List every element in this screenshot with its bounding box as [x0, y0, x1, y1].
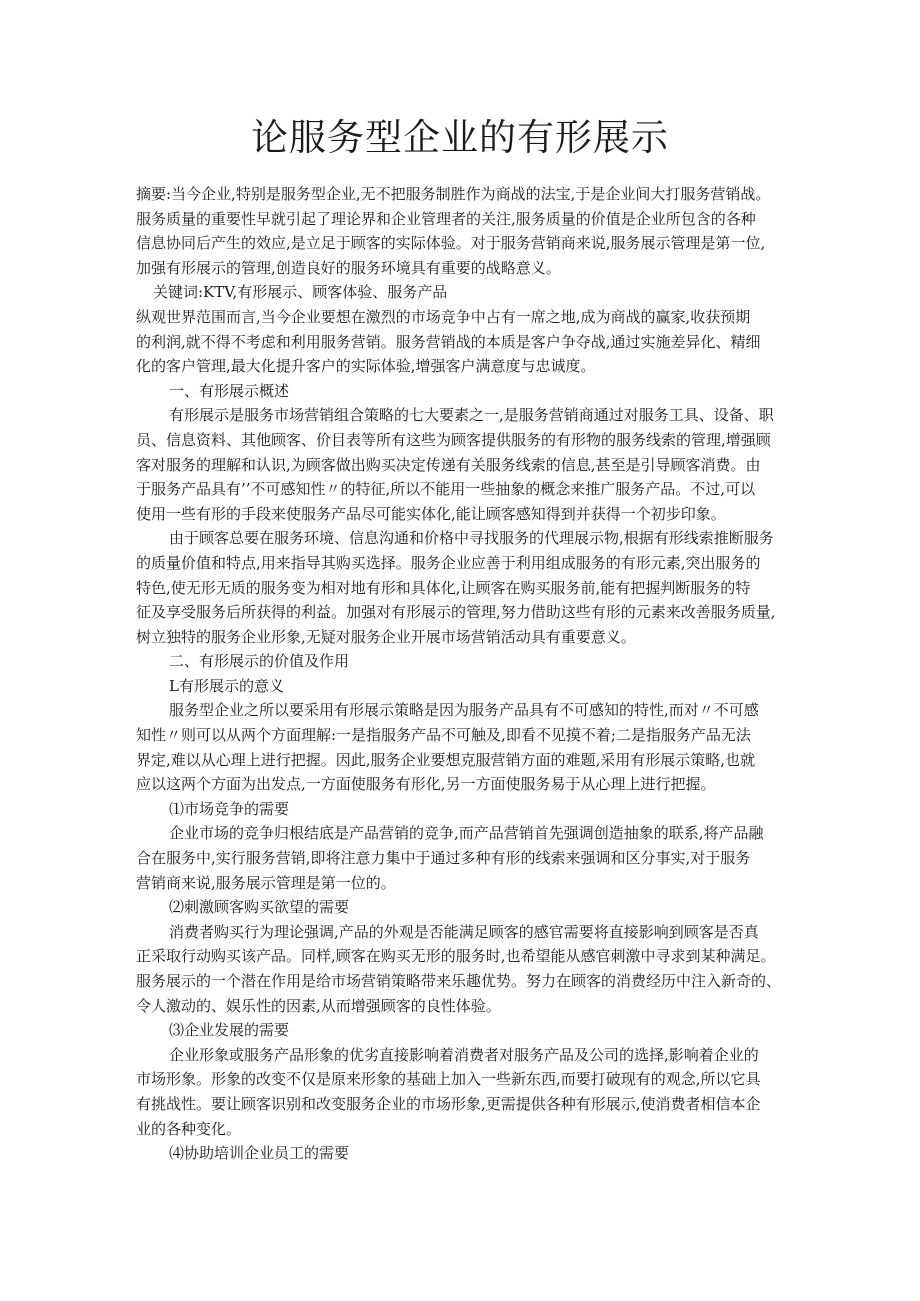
text-line: L有形展示的意义 — [169, 676, 284, 695]
text-line: 的利润,就不得不考虑和利用服务营销。服务营销战的本质是客户争夺战,通过实施差异化、精细 — [136, 332, 761, 351]
text-line: 知性〃则可以从两个方面理解:一是指服务产品不可触及,即看不见摸不着;二是指服务产品无法 — [136, 726, 751, 745]
text-line: 应以这两个方面为出发点,一方面使服务有形化,另一方面使服务易于从心理上进行把握。 — [136, 775, 716, 794]
text-line: 服务展示的一个潜在作用是给市场营销策略带来乐趣优势。努力在顾客的消费经历中注入新奇的、 — [136, 972, 782, 990]
text-line: ⑴市场竞争的需要 — [169, 799, 290, 818]
text-line: 有形展示是服务市场营销组合策略的七大要素之一,是服务营销商通过对服务工具、设备、职 — [169, 406, 774, 425]
text-line: 企业形象或服务产品形象的优劣直接影响着消费者对服务产品及公司的选择,影响着企业的 — [169, 1045, 759, 1064]
text-line: 员、信息资料、其他顾客、价目表等所有这些为顾客提供服务的有形物的服务线索的管理,增强顾 — [136, 430, 771, 449]
document-body — [136, 182, 796, 1166]
text-line: 服务型企业之所以要采用有形展示策略是因为服务产品具有不可感知的特性,而对〃不可感 — [169, 701, 759, 720]
text-line: 二、有形展示的价值及作用 — [169, 652, 350, 671]
text-line: 合在服务中,实行服务营销,即将注意力集中于通过多种有形的线索来强调和区分事实,对于服务 — [136, 849, 751, 868]
text-line: 纵观世界范围而言,当今企业要想在激烈的市场竞争中占有一席之地,成为商战的赢家,收获预期 — [136, 307, 751, 326]
text-line: 使用一些有形的手段来使服务产品尽可能实体化,能让顾客感知得到并获得一个初步印象。 — [136, 504, 726, 523]
text-line: 营销商来说,服务展示管理是第一位的。 — [136, 873, 396, 892]
document-title: 论服务型企业的有形展示 — [251, 116, 669, 159]
text-line: 关键词:KTV,有形展示、顾客体验、服务产品 — [153, 283, 448, 302]
text-line: 树立独特的服务企业形象,无疑对服务企业开展市场营销活动具有重要意义。 — [136, 627, 636, 646]
text-line: 一、有形展示概述 — [169, 381, 290, 400]
text-line: 征及享受服务后所获得的利益。加强对有形展示的管理,努力借助这些有形的元素来改善服务质量, — [136, 603, 776, 622]
text-line: 于服务产品具有’’不可感知性〃的特征,所以不能用一些抽象的概念来推广服务产品。不过,可以 — [136, 480, 756, 499]
text-line: 消费者购买行为理论强调,产品的外观是否能满足顾客的感官需要将直接影响到顾客是否真 — [169, 922, 759, 941]
text-line: ⑷协助培训企业员工的需要 — [169, 1144, 350, 1163]
text-line: 客对服务的理解和认识,为顾客做出购买决定传递有关服务线索的信息,甚至是引导顾客消费。由 — [136, 455, 761, 474]
text-line: 市场形象。形象的改变不仅是原来形象的基础上加入一些新东西,而要打破现有的观念,所以它具 — [136, 1070, 761, 1089]
text-line: ⑵刺激顾客购买欲望的需要 — [169, 898, 350, 917]
text-line: 企业市场的竞争归根结底是产品营销的竞争,而产品营销首先强调创造抽象的联系,将产品融 — [169, 824, 764, 843]
text-line: 业的各种变化。 — [136, 1119, 242, 1138]
text-line: 服务质量的重要性早就引起了理论界和企业管理者的关注,服务质量的价值是企业所包含的各种 — [136, 209, 756, 228]
text-line: 摘要:当今企业,特别是服务型企业,无不把服务制胜作为商战的法宝,于是企业间大打服务营销战。 — [136, 185, 771, 203]
text-line: 由于顾客总要在服务环境、信息沟通和价格中寻找服务的代理展示物,根据有形线索推断服务 — [169, 529, 774, 548]
text-line: ⑶企业发展的需要 — [169, 1021, 290, 1040]
text-line: 信息协同后产生的效应,是立足于顾客的实际体验。对于服务营销商来说,服务展示管理是第一位, — [136, 234, 766, 253]
text-line: 有挑战性。要让顾客识别和改变服务企业的市场形象,更需提供各种有形展示,使消费者相信本企 — [136, 1094, 761, 1113]
text-line: 正采取行动购买该产品。同样,顾客在购买无形的服务时,也希望能从感官刺激中寻求到某种满足。 — [136, 947, 776, 966]
text-line: 加强有形展示的管理,创造良好的服务环境具有重要的战略意义。 — [136, 258, 561, 277]
text-line: 化的客户管理,最大化提升客户的实际体验,增强客户满意度与忠诚度。 — [136, 357, 596, 376]
text-line: 令人激动的、娱乐性的因素,从而增强顾客的良性体验。 — [136, 996, 501, 1015]
text-line: 特色,使无形无质的服务变为相对地有形和具体化,让顾客在购买服务前,能有把握判断服务的特 — [136, 578, 751, 597]
text-line: 界定,难以从心理上进行把握。因此,服务企业要想克服营销方面的难题,采用有形展示策略,也就 — [136, 750, 756, 769]
text-line: 的质量价值和特点,用来指导其购买选择。服务企业应善于利用组成服务的有形元素,突出服务的 — [136, 553, 761, 572]
